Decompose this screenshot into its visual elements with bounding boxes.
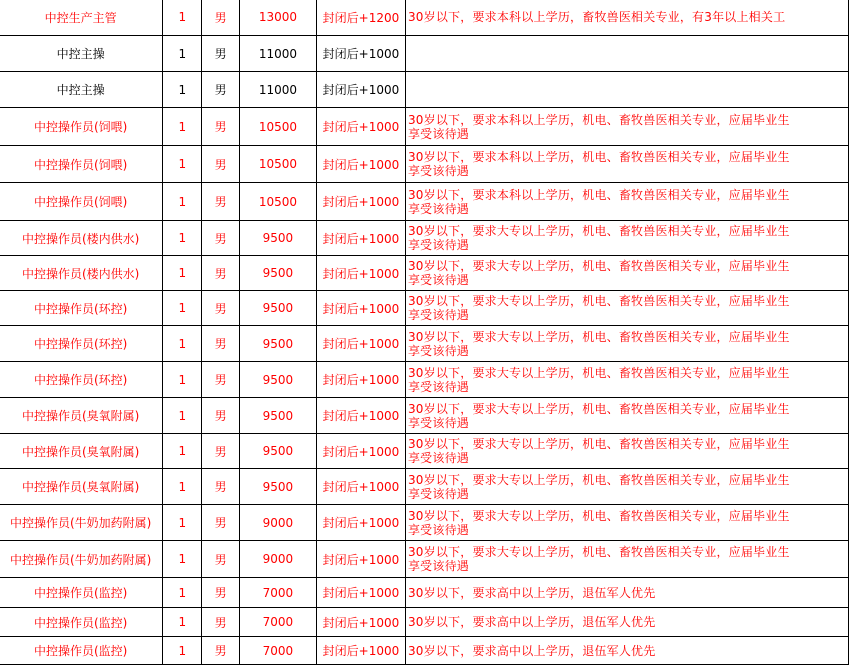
requirement-line-1: 30岁以下，要求大专以上学历，机电、畜牧兽医相关专业，应届毕业生	[407, 508, 790, 523]
position-cell[interactable]: 中控主操	[0, 36, 163, 72]
requirement-cell[interactable]	[405, 108, 848, 146]
table-row	[0, 72, 849, 108]
gender-cell[interactable]: 男	[202, 183, 240, 221]
requirement-line-2: 享受该待遇	[407, 559, 469, 573]
count-cell[interactable]: 1	[163, 256, 202, 291]
requirement-line-1: 30岁以下，要求本科以上学历，机电、畜牧兽医相关专业，应届毕业生	[407, 187, 790, 202]
count-cell[interactable]: 1	[163, 221, 202, 256]
bonus-cell[interactable]: 封闭后+1000	[316, 362, 405, 398]
count-cell[interactable]: 1	[163, 578, 202, 608]
requirement-cell[interactable]	[405, 0, 848, 36]
bonus-cell[interactable]: 封闭后+1000	[316, 608, 405, 637]
requirement-line-1: 30岁以下，要求高中以上学历，退伍军人优先	[407, 615, 656, 629]
requirement-cell[interactable]	[405, 505, 848, 541]
requirement-line-1: 30岁以下，要求大专以上学历，机电、畜牧兽医相关专业，应届毕业生	[407, 259, 790, 273]
salary-cell[interactable]: 9500	[239, 434, 316, 469]
position-cell[interactable]: 中控主操	[0, 72, 163, 108]
count-cell[interactable]: 1	[163, 469, 202, 505]
count-cell[interactable]: 1	[163, 637, 202, 665]
count-cell[interactable]: 1	[163, 398, 202, 434]
position-cell[interactable]: 中控操作员(监控)	[0, 608, 163, 637]
table-row	[0, 541, 849, 578]
gender-cell[interactable]: 男	[202, 221, 240, 256]
requirement-line-1: 30岁以下，要求大专以上学历，机电、畜牧兽医相关专业，应届毕业生	[407, 545, 790, 559]
salary-cell[interactable]: 10500	[239, 183, 316, 221]
count-cell[interactable]: 1	[163, 0, 202, 36]
count-cell[interactable]: 1	[163, 108, 202, 146]
count-cell[interactable]: 1	[163, 326, 202, 362]
table-row	[0, 434, 849, 469]
count-cell[interactable]: 1	[163, 146, 202, 183]
gender-cell[interactable]: 男	[202, 434, 240, 469]
requirement-line-2: 享受该待遇	[407, 201, 469, 216]
requirement-line-2: 享受该待遇	[407, 343, 469, 358]
requirement-line-1: 30岁以下，要求高中以上学历，退伍军人优先	[407, 585, 656, 600]
position-cell[interactable]: 中控操作员(牛奶加药附属)	[0, 505, 163, 541]
requirement-line-2: 享受该待遇	[407, 308, 469, 322]
table-row	[0, 146, 849, 183]
table-row	[0, 637, 849, 665]
gender-cell[interactable]: 男	[202, 362, 240, 398]
table-row	[0, 183, 849, 221]
position-cell[interactable]: 中控操作员(环控)	[0, 291, 163, 326]
requirement-line-2: 享受该待遇	[407, 273, 469, 287]
bonus-cell[interactable]: 封闭后+1000	[316, 578, 405, 608]
gender-cell[interactable]: 男	[202, 398, 240, 434]
gender-cell[interactable]: 男	[202, 505, 240, 541]
requirement-cell[interactable]	[405, 183, 848, 221]
requirement-cell[interactable]	[405, 326, 848, 362]
count-cell[interactable]: 1	[163, 608, 202, 637]
position-cell[interactable]: 中控操作员(臭氧附属)	[0, 398, 163, 434]
table-row	[0, 362, 849, 398]
table-row	[0, 505, 849, 541]
requirement-cell[interactable]	[405, 578, 848, 608]
requirement-cell[interactable]	[405, 541, 848, 578]
requirement-line-1: 30岁以下，要求大专以上学历，机电、畜牧兽医相关专业，应届毕业生	[407, 329, 790, 344]
bonus-cell[interactable]: 封闭后+1000	[316, 146, 405, 183]
bonus-cell[interactable]: 封闭后+1000	[316, 291, 405, 326]
position-cell[interactable]: 中控操作员(监控)	[0, 637, 163, 665]
gender-cell[interactable]: 男	[202, 291, 240, 326]
bonus-cell[interactable]: 封闭后+1000	[316, 221, 405, 256]
position-cell[interactable]: 中控操作员(监控)	[0, 578, 163, 608]
table-row	[0, 326, 849, 362]
count-cell[interactable]: 1	[163, 291, 202, 326]
salary-cell[interactable]: 9500	[239, 326, 316, 362]
salary-cell[interactable]: 13000	[239, 0, 316, 36]
requirement-cell[interactable]	[405, 72, 848, 108]
requirement-line-1: 30岁以下，要求大专以上学历，机电、畜牧兽医相关专业，应届毕业生	[407, 472, 790, 487]
requirement-line-1: 30岁以下，要求大专以上学历，机电、畜牧兽医相关专业，应届毕业生	[407, 224, 790, 238]
gender-cell[interactable]: 男	[202, 146, 240, 183]
requirement-line-2: 享受该待遇	[407, 238, 469, 252]
requirement-cell[interactable]	[405, 469, 848, 505]
requirement-cell[interactable]	[405, 36, 848, 72]
requirement-line-1: 30岁以下，要求本科以上学历，机电、畜牧兽医相关专业，应届毕业生	[407, 112, 790, 127]
bonus-cell[interactable]: 封闭后+1000	[316, 326, 405, 362]
requirement-line-1: 30岁以下，要求本科以上学历，机电、畜牧兽医相关专业，应届毕业生	[407, 150, 790, 164]
salary-cell[interactable]: 7000	[239, 608, 316, 637]
table-row	[0, 36, 849, 72]
salary-cell[interactable]: 10500	[239, 146, 316, 183]
requirement-cell[interactable]	[405, 637, 848, 665]
salary-cell[interactable]: 9500	[239, 291, 316, 326]
bonus-cell[interactable]: 封闭后+1000	[316, 72, 405, 108]
count-cell[interactable]: 1	[163, 362, 202, 398]
count-cell[interactable]: 1	[163, 183, 202, 221]
gender-cell[interactable]: 男	[202, 0, 240, 36]
position-cell[interactable]: 中控操作员(环控)	[0, 326, 163, 362]
count-cell[interactable]: 1	[163, 505, 202, 541]
position-cell[interactable]: 中控操作员(饲喂)	[0, 108, 163, 146]
requirement-line-1: 30岁以下，要求本科以上学历，畜牧兽医相关专业，有3年以上相关工	[407, 10, 786, 24]
bonus-cell[interactable]: 封闭后+1200	[316, 0, 405, 36]
requirement-line-2: 享受该待遇	[407, 522, 469, 537]
requirement-line-1: 30岁以下，要求大专以上学历，机电、畜牧兽医相关专业，应届毕业生	[407, 365, 790, 380]
bonus-cell[interactable]: 封闭后+1000	[316, 256, 405, 291]
count-cell[interactable]: 1	[163, 541, 202, 578]
requirement-line-1: 30岁以下，要求大专以上学历，机电、畜牧兽医相关专业，应届毕业生	[407, 401, 790, 416]
requirement-line-2: 享受该待遇	[407, 486, 469, 501]
table-row	[0, 608, 849, 637]
table-row	[0, 0, 849, 36]
requirement-line-1: 30岁以下，要求大专以上学历，机电、畜牧兽医相关专业，应届毕业生	[407, 437, 790, 451]
count-cell[interactable]: 1	[163, 72, 202, 108]
position-cell[interactable]: 中控操作员(环控)	[0, 362, 163, 398]
requirement-line-2: 享受该待遇	[407, 126, 469, 141]
gender-cell[interactable]: 男	[202, 608, 240, 637]
salary-cell[interactable]: 11000	[239, 36, 316, 72]
requirement-cell[interactable]	[405, 398, 848, 434]
gender-cell[interactable]: 男	[202, 326, 240, 362]
table-row	[0, 221, 849, 256]
bonus-cell[interactable]: 封闭后+1000	[316, 469, 405, 505]
table-row	[0, 578, 849, 608]
table-row	[0, 398, 849, 434]
requirement-line-2: 享受该待遇	[407, 415, 469, 430]
bonus-cell[interactable]: 封闭后+1000	[316, 398, 405, 434]
gender-cell[interactable]: 男	[202, 256, 240, 291]
count-cell[interactable]: 1	[163, 36, 202, 72]
requirement-line-2: 享受该待遇	[407, 164, 469, 178]
position-cell[interactable]: 中控操作员(楼内供水)	[0, 256, 163, 291]
table-row	[0, 256, 849, 291]
table-row	[0, 108, 849, 146]
gender-cell[interactable]: 男	[202, 108, 240, 146]
bonus-cell[interactable]: 封闭后+1000	[316, 36, 405, 72]
requirement-cell[interactable]	[405, 362, 848, 398]
salary-cell[interactable]: 9500	[239, 221, 316, 256]
salary-cell[interactable]: 11000	[239, 72, 316, 108]
bonus-cell[interactable]: 封闭后+1000	[316, 183, 405, 221]
salary-cell[interactable]: 9000	[239, 541, 316, 578]
requirement-line-2: 享受该待遇	[407, 451, 469, 465]
bonus-cell[interactable]: 封闭后+1000	[316, 505, 405, 541]
bonus-cell[interactable]: 封闭后+1000	[316, 637, 405, 665]
count-cell[interactable]: 1	[163, 434, 202, 469]
gender-cell[interactable]: 男	[202, 469, 240, 505]
position-cell[interactable]: 中控操作员(饲喂)	[0, 183, 163, 221]
bonus-cell[interactable]: 封闭后+1000	[316, 541, 405, 578]
salary-cell[interactable]: 7000	[239, 637, 316, 665]
gender-cell[interactable]: 男	[202, 72, 240, 108]
bonus-cell[interactable]: 封闭后+1000	[316, 108, 405, 146]
position-cell[interactable]: 中控生产主管	[0, 0, 163, 36]
position-cell[interactable]: 中控操作员(臭氧附属)	[0, 469, 163, 505]
requirement-cell[interactable]	[405, 256, 848, 291]
position-cell[interactable]: 中控操作员(臭氧附属)	[0, 434, 163, 469]
salary-cell[interactable]: 9500	[239, 469, 316, 505]
salary-cell[interactable]: 9500	[239, 362, 316, 398]
salary-cell[interactable]: 9000	[239, 505, 316, 541]
gender-cell[interactable]: 男	[202, 578, 240, 608]
salary-cell[interactable]: 10500	[239, 108, 316, 146]
gender-cell[interactable]: 男	[202, 637, 240, 665]
requirement-line-1: 30岁以下，要求大专以上学历，机电、畜牧兽医相关专业，应届毕业生	[407, 294, 790, 308]
salary-cell[interactable]: 9500	[239, 398, 316, 434]
requirement-cell[interactable]	[405, 434, 848, 469]
salary-cell[interactable]: 7000	[239, 578, 316, 608]
position-cell[interactable]: 中控操作员(牛奶加药附属)	[0, 541, 163, 578]
salary-cell[interactable]: 9500	[239, 256, 316, 291]
table-row	[0, 291, 849, 326]
gender-cell[interactable]: 男	[202, 36, 240, 72]
requirement-cell[interactable]	[405, 221, 848, 256]
requirement-cell[interactable]	[405, 291, 848, 326]
bonus-cell[interactable]: 封闭后+1000	[316, 434, 405, 469]
requirement-cell[interactable]	[405, 146, 848, 183]
table-row	[0, 469, 849, 505]
position-cell[interactable]: 中控操作员(饲喂)	[0, 146, 163, 183]
requirement-line-2: 享受该待遇	[407, 379, 469, 394]
position-cell[interactable]: 中控操作员(楼内供水)	[0, 221, 163, 256]
requirement-cell[interactable]	[405, 608, 848, 637]
gender-cell[interactable]: 男	[202, 541, 240, 578]
requirement-line-1: 30岁以下，要求高中以上学历，退伍军人优先	[407, 643, 656, 658]
